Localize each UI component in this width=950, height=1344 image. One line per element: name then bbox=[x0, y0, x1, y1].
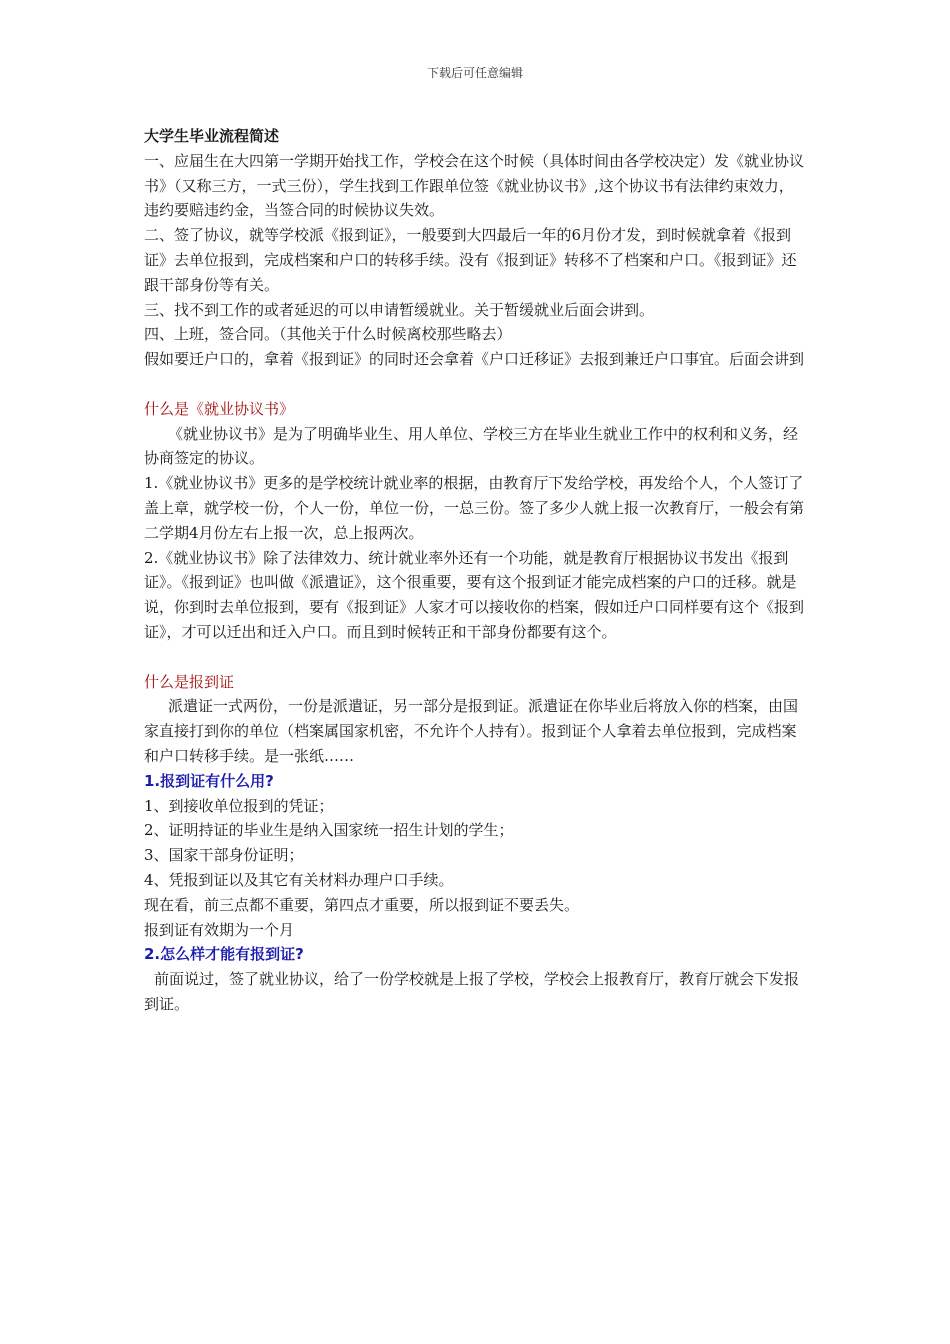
subheading-report-card-use: 1.报到证有什么用? bbox=[144, 771, 274, 790]
intro-paragraph-1: 一、应届生在大四第一学期开始找工作，学校会在这个时候（具体时间由各学校决定）发《就业协议书》（又称三方，一式三份），学生找到工作跟单位签《就业协议书》,这个协议书有法律约束效力，违约要赔违约金，当签合同的时候协议失效。 bbox=[144, 151, 805, 220]
agreement-paragraph-3: 2.《就业协议书》除了法律效力、统计就业率外还有一个功能，就是教育厅根据协议书发出《报到证》。《报到证》也叫做《派遣证》，这个很重要，要有这个报到证才能完成档案的户口的迁移。就是说，你到时去单位报到，要有《报到证》人家才可以接收你的档案，假如迁户口同样要有这个《报到证》，才可以迁出和迁入户口。而且到时候转正和干部身份都要有这个。 bbox=[144, 548, 805, 641]
spacer bbox=[144, 645, 806, 670]
section-heading-agreement: 什么是《就业协议书》 bbox=[144, 399, 295, 418]
agreement-paragraph-2: 1.《就业协议书》更多的是学校统计就业率的根据，由教育厅下发给学校，再发给个人，个人签订了盖上章，就学校一份，个人一份，单位一份，一总三份。签了多少人就上报一次教育厅，一般会有第二学期4月份左右上报一次，总上报两次。 bbox=[144, 474, 805, 542]
how-to-get-paragraph: 前面说过，签了就业协议，给了一份学校就是上报了学校，学校会上报教育厅，教育厅就会下发报到证。 bbox=[144, 970, 800, 1013]
agreement-paragraph-1: 《就业协议书》是为了明确毕业生、用人单位、学校三方在毕业生就业工作中的权利和义务，经协商签定的协议。 bbox=[144, 424, 799, 468]
document-title: 大学生毕业流程简述 bbox=[144, 127, 280, 145]
use-item-4: 4、凭报到证以及其它有关材料办理户口手续。 bbox=[144, 870, 454, 889]
document-body bbox=[144, 124, 806, 1017]
intro-paragraph-4: 四、上班，签合同。（其他关于什么时候离校那些略去） bbox=[144, 325, 512, 344]
spacer bbox=[144, 372, 806, 397]
use-note-2: 报到证有效期为一个月 bbox=[144, 920, 295, 939]
section-heading-report-card: 什么是报到证 bbox=[144, 672, 235, 691]
page-header: 下载后可任意编辑 bbox=[426, 66, 523, 80]
use-note-1: 现在看，前三点都不重要，第四点才重要，所以报到证不要丢失。 bbox=[144, 895, 580, 914]
use-item-1: 1、到接收单位报到的凭证； bbox=[144, 796, 334, 815]
intro-paragraph-2: 二、签了协议，就等学校派《报到证》，一般要到大四最后一年的6月份才发，到时候就拿着《报到证》去单位报到，完成档案和户口的转移手续。没有《报到证》转移不了档案和户口。《报到证》还跟干部身份等有关。 bbox=[144, 226, 797, 294]
use-item-2: 2、证明持证的毕业生是纳入国家统一招生计划的学生； bbox=[144, 821, 514, 840]
use-item-3: 3、国家干部身份证明； bbox=[144, 846, 304, 865]
report-card-paragraph: 派遣证一式两份，一份是派遣证，另一部分是报到证。派遣证在你毕业后将放入你的档案，由国家直接打到你的单位（档案属国家机密，不允许个人持有）。报到证个人拿着去单位报到，完成档案和户口转移手续。是一张纸…… bbox=[144, 697, 799, 765]
intro-paragraph-3: 三、找不到工作的或者延迟的可以申请暂缓就业。关于暂缓就业后面会讲到。 bbox=[144, 300, 655, 319]
subheading-how-to-get: 2.怎么样才能有报到证? bbox=[144, 945, 304, 964]
intro-paragraph-5: 假如要迁户口的，拿着《报到证》的同时还会拿着《户口迁移证》去报到兼迁户口事宜。后面会讲到 bbox=[144, 350, 805, 369]
